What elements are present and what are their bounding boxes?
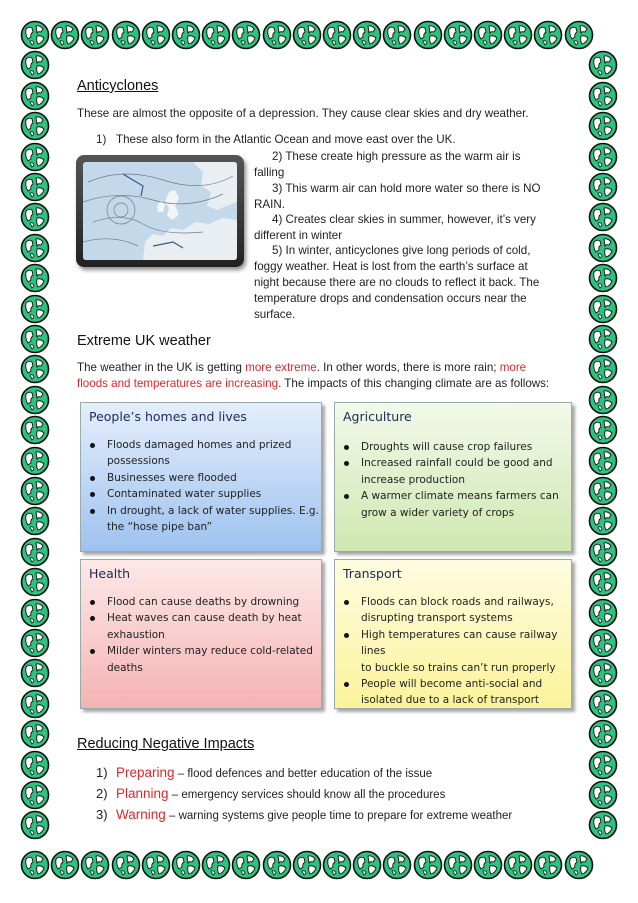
globe-icon	[20, 354, 50, 384]
item-number: 3)	[96, 807, 108, 822]
item-line: surface.	[254, 308, 296, 321]
globe-icon	[20, 850, 50, 880]
people-list	[81, 437, 319, 535]
globe-icon	[20, 202, 50, 232]
intro-highlight: floods and temperatures are increasing	[77, 377, 279, 390]
globe-icon	[413, 850, 443, 880]
globe-icon	[382, 850, 412, 880]
list-item-continued: exhaustion	[107, 628, 165, 641]
globe-icon	[201, 850, 231, 880]
globe-icon	[413, 20, 443, 50]
globe-icon	[588, 628, 618, 658]
list-item: Contaminated water supplies	[107, 486, 319, 502]
globe-icon	[503, 850, 533, 880]
globe-icon	[588, 506, 618, 536]
anticyclones-item-2	[254, 149, 521, 181]
list-item	[96, 784, 512, 805]
globe-icon	[20, 81, 50, 111]
extreme-weather-intro	[77, 360, 577, 392]
globe-icon	[20, 750, 50, 780]
globe-icon	[292, 20, 322, 50]
list-item: High temperatures can cause railway lines	[361, 627, 571, 660]
globe-icon	[473, 850, 503, 880]
globe-icon	[171, 20, 201, 50]
globe-icon	[20, 50, 50, 80]
globe-icon	[201, 20, 231, 50]
list-item-continued: disrupting transport systems	[361, 612, 513, 625]
globe-icon	[588, 263, 618, 293]
globe-icon	[20, 719, 50, 749]
item-line: temperature drops and condensation occurs near the	[254, 292, 527, 305]
globe-icon	[20, 385, 50, 415]
health-list	[81, 594, 313, 676]
list-item: Milder winters may reduce cold-related	[107, 643, 313, 659]
globe-icon	[588, 719, 618, 749]
globe-icon	[50, 20, 80, 50]
item-line: 4) Creates clear skies in summer, however, it’s very	[272, 213, 536, 226]
globe-icon	[588, 598, 618, 628]
transport-box-title: Transport	[343, 566, 402, 581]
globe-icon	[20, 20, 50, 50]
weather-map-image	[76, 155, 244, 267]
globe-icon	[588, 111, 618, 141]
health-box-title: Health	[89, 566, 131, 581]
globe-icon	[322, 20, 352, 50]
globe-icon	[533, 850, 563, 880]
intro-text: The weather in the UK is getting	[77, 361, 246, 374]
intro-text: . The impacts of this changing climate are as follows:	[278, 377, 550, 390]
globe-icon	[588, 385, 618, 415]
globe-icon	[20, 506, 50, 536]
item-line: night because there are no clouds to reflect it back. The	[254, 276, 540, 289]
globe-icon	[588, 476, 618, 506]
people-box	[80, 402, 322, 552]
globe-icon	[352, 850, 382, 880]
globe-icon	[20, 294, 50, 324]
transport-list	[335, 594, 571, 709]
item-line: RAIN.	[254, 198, 285, 211]
globe-icon	[80, 20, 110, 50]
item-text: – warning systems give people time to prepare for extreme weather	[165, 810, 513, 822]
globe-icon	[588, 750, 618, 780]
list-item: A warmer climate means farmers can	[361, 488, 559, 504]
globe-icon	[588, 810, 618, 840]
globe-icon	[20, 415, 50, 445]
item-text: – flood defences and better education of the issue	[174, 768, 433, 780]
item-text: – emergency services should know all the procedures	[168, 789, 446, 801]
globe-icon	[443, 20, 473, 50]
intro-highlight: more extreme	[245, 361, 317, 374]
globe-icon	[20, 142, 50, 172]
globe-icon	[262, 850, 292, 880]
list-item: Heat waves can cause death by heat	[107, 610, 313, 626]
anticyclones-intro: These are almost the opposite of a depression. They cause clear skies and dry weather.	[77, 107, 529, 120]
list-item-continued: isolated due to a lack of transport	[361, 694, 540, 707]
globe-icon	[443, 850, 473, 880]
list-item-continued: deaths	[107, 661, 143, 674]
list-item-continued: grow a wider variety of crops	[361, 506, 515, 519]
list-item	[96, 763, 512, 784]
globe-icon	[588, 202, 618, 232]
health-box	[80, 559, 322, 709]
item-line: 3) This warm air can hold more water so there is NO	[272, 182, 541, 195]
globe-icon	[588, 537, 618, 567]
globe-icon	[588, 780, 618, 810]
globe-icon	[141, 850, 171, 880]
globe-icon	[20, 172, 50, 202]
globe-icon	[564, 20, 594, 50]
item-number: 2)	[96, 786, 108, 801]
item-keyword: Planning	[116, 786, 169, 801]
globe-icon	[588, 294, 618, 324]
globe-icon	[111, 850, 141, 880]
globe-icon	[322, 850, 352, 880]
item-line: foggy weather. Heat is lost from the earth’s surface at	[254, 260, 528, 273]
extreme-weather-heading: Extreme UK weather	[77, 333, 211, 349]
globe-icon	[20, 780, 50, 810]
weather-map-icon	[83, 162, 237, 260]
globe-icon	[111, 20, 141, 50]
globe-icon	[141, 20, 171, 50]
list-item: Flood can cause deaths by drowning	[107, 594, 313, 610]
agriculture-box-title: Agriculture	[343, 409, 412, 424]
item-keyword: Preparing	[116, 765, 175, 780]
globe-icon	[533, 20, 563, 50]
list-item: Businesses were flooded	[107, 470, 319, 486]
anticyclones-item-1	[96, 132, 456, 148]
agriculture-box	[334, 402, 572, 552]
list-item: In drought, a lack of water supplies. E.g.	[107, 503, 319, 519]
globe-icon	[588, 446, 618, 476]
intro-text: . In other words, there is more rain;	[316, 361, 500, 374]
globe-icon	[50, 850, 80, 880]
globe-icon	[588, 172, 618, 202]
globe-icon	[20, 567, 50, 597]
intro-highlight: more	[499, 361, 527, 374]
globe-icon	[564, 850, 594, 880]
globe-icon	[588, 567, 618, 597]
transport-box	[334, 559, 572, 709]
globe-icon	[20, 263, 50, 293]
globe-icon	[20, 628, 50, 658]
anticyclones-item-4	[254, 212, 536, 244]
list-item: Floods damaged homes and prized	[107, 437, 319, 453]
anticyclones-item-5	[254, 243, 539, 323]
list-item-continued: possessions	[107, 455, 170, 468]
list-item-continued: to buckle so trains can’t run properly	[361, 661, 556, 674]
globe-icon	[588, 689, 618, 719]
globe-icon	[352, 20, 382, 50]
list-item: Increased rainfall could be good and	[361, 455, 559, 471]
globe-icon	[20, 810, 50, 840]
people-box-title: People’s homes and lives	[89, 409, 247, 424]
agriculture-list	[335, 439, 559, 521]
list-item-continued: increase production	[361, 473, 465, 486]
globe-icon	[20, 598, 50, 628]
item-line: 2) These create high pressure as the warm air is	[272, 150, 521, 163]
item-number: 1)	[96, 765, 108, 780]
list-item: Droughts will cause crop failures	[361, 439, 559, 455]
globe-icon	[20, 324, 50, 354]
item-line: falling	[254, 166, 285, 179]
globe-icon	[473, 20, 503, 50]
globe-icon	[588, 415, 618, 445]
reducing-impacts-list	[96, 763, 512, 826]
globe-icon	[588, 324, 618, 354]
globe-icon	[588, 81, 618, 111]
globe-icon	[588, 50, 618, 80]
globe-icon	[588, 658, 618, 688]
item-keyword: Warning	[116, 807, 166, 822]
reducing-impacts-heading: Reducing Negative Impacts	[77, 736, 255, 752]
globe-icon	[262, 20, 292, 50]
list-item-continued: the “hose pipe ban”	[107, 521, 213, 534]
globe-icon	[171, 850, 201, 880]
globe-icon	[588, 142, 618, 172]
globe-icon	[20, 233, 50, 263]
globe-icon	[20, 689, 50, 719]
globe-icon	[20, 446, 50, 476]
globe-icon	[231, 850, 261, 880]
globe-icon	[503, 20, 533, 50]
item-text: These also form in the Atlantic Ocean and move east over the UK.	[115, 133, 456, 146]
item-line: different in winter	[254, 229, 343, 242]
globe-icon	[20, 476, 50, 506]
globe-icon	[382, 20, 412, 50]
anticyclones-item-3	[254, 181, 540, 213]
item-line: 5) In winter, anticyclones give long periods of cold,	[272, 244, 531, 257]
globe-icon	[588, 233, 618, 263]
list-item	[96, 805, 512, 826]
list-item: Floods can block roads and railways,	[361, 594, 571, 610]
item-number: 1)	[96, 133, 107, 146]
globe-icon	[231, 20, 261, 50]
anticyclones-heading: Anticyclones	[77, 78, 159, 94]
globe-icon	[20, 537, 50, 567]
globe-icon	[20, 111, 50, 141]
list-item: People will become anti-social and	[361, 676, 571, 692]
globe-icon	[20, 658, 50, 688]
globe-icon	[588, 354, 618, 384]
globe-icon	[80, 850, 110, 880]
globe-icon	[292, 850, 322, 880]
